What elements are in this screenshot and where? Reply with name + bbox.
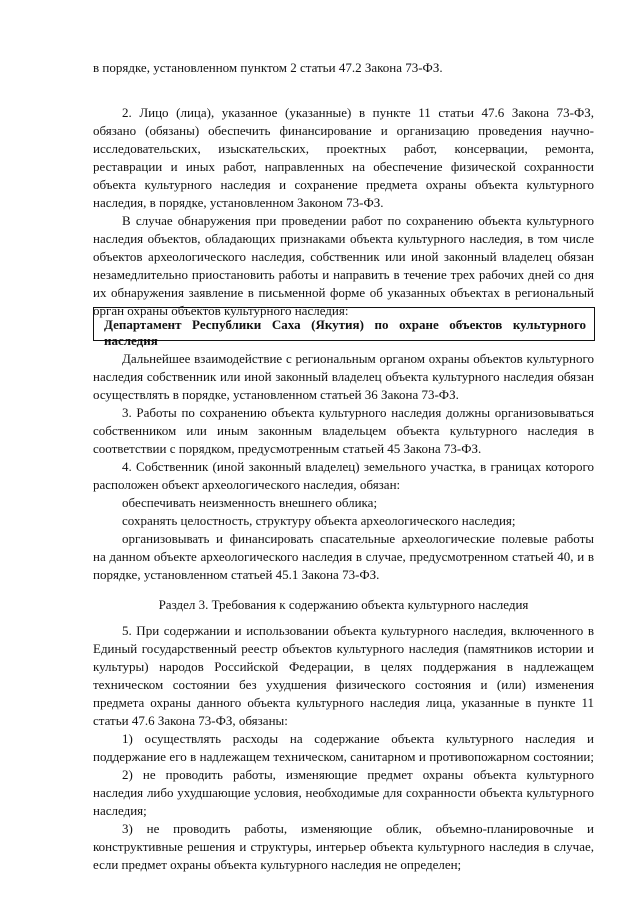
- paragraph-5-line: культуры) народов Российской Федерации, в целях поддержания в надлежащем: [93, 659, 594, 674]
- duty-1-line: поддержание его в надлежащем техническом, санитарном и противопожарном состоянии;: [93, 749, 594, 764]
- duty-3-line: конструктивные решения и структуры, интерьер объекта культурного наследия в случае,: [93, 839, 594, 854]
- authority-name: Департамент Республики Саха (Якутия) по охране объектов культурного наследия: [104, 317, 586, 348]
- paragraph-3-line: собственником или иным законным владельцем объекта культурного наследия в: [93, 423, 594, 438]
- paragraph-2-line: реставрации и иных работ, направленных на обеспечение физической сохранности: [93, 159, 594, 174]
- duty-3-line: 3) не проводить работы, изменяющие облик, объемно-планировочные и: [122, 821, 594, 836]
- paragraph-5-line: статьи 47.6 Закона 73-ФЗ, обязаны:: [93, 713, 288, 728]
- paragraph-5-line: 5. При содержании и использовании объекта культурного наследия, включенного в: [122, 623, 594, 638]
- paragraph-5-line: предмета охраны данного объекта культурного наследия лица, указанные в пункте 11: [93, 695, 594, 710]
- paragraph-interaction-line: наследия собственник или иной законный владелец объекта культурного наследия обязан: [93, 369, 594, 384]
- text-line: в порядке, установленном пунктом 2 статьи 47.2 Закона 73-ФЗ.: [93, 60, 443, 75]
- paragraph-2-line: обязано (обязаны) обеспечить финансирование и организацию проведения научно-: [93, 123, 594, 138]
- paragraph-discovery-line: наследия объектов, обладающих признаками объекта культурного наследия, в том числе: [93, 231, 594, 246]
- paragraph-discovery-line: незамедлительно приостановить работы и направить в течение трех рабочих дней со дня: [93, 267, 594, 282]
- paragraph-4-item: сохранять целостность, структуру объекта археологического наследия;: [122, 513, 516, 528]
- paragraph-3-line: соответствии с порядком, предусмотренным статьей 45 Закона 73-ФЗ.: [93, 441, 482, 456]
- section-heading: Раздел 3. Требования к содержанию объекта культурного наследия: [158, 597, 529, 612]
- paragraph-discovery-line: их обнаружения заявление в письменной форме об указанных объектах в региональный: [93, 285, 594, 300]
- paragraph-3-line: 3. Работы по сохранению объекта культурного наследия должны организовываться: [122, 405, 594, 420]
- paragraph-4-line: 4. Собственник (иной законный владелец) земельного участка, в границах которого: [122, 459, 594, 474]
- paragraph-discovery-line: объектов археологического наследия, собственник или иной законный владелец обязан: [93, 249, 594, 264]
- paragraph-4-item: обеспечивать неизменность внешнего облика;: [122, 495, 378, 510]
- paragraph-4-item: на данном объекте археологического наследия в случае, предусмотренном статьей 40, и в: [93, 549, 594, 564]
- paragraph-5-line: Единый государственный реестр объектов культурного наследия (памятников истории и: [93, 641, 594, 656]
- paragraph-4-item: организовывать и финансировать спасательные археологические полевые работы: [122, 531, 594, 546]
- paragraph-discovery-line: В случае обнаружения при проведении работ по сохранению объекта культурного: [122, 213, 594, 228]
- paragraph-2-line: наследия, в порядке, установленном Законом 73-ФЗ.: [93, 195, 384, 210]
- duty-2-line: наследия;: [93, 803, 147, 818]
- paragraph-4-line: расположен объект археологического наследия, обязан:: [93, 477, 401, 492]
- paragraph-2-line: объекта культурного наследия и сохранение предмета охраны объекта культурного: [93, 177, 594, 192]
- paragraph-discovery-line: орган охраны объектов культурного наследия:: [93, 303, 349, 318]
- paragraph-2-line: 2. Лицо (лица), указанное (указанные) в пункте 11 статьи 47.6 Закона 73-ФЗ,: [122, 105, 594, 120]
- duty-2-line: наследия либо ухудшающие условия, необходимые для сохранности объекта культурного: [93, 785, 594, 800]
- paragraph-interaction-line: Дальнейшее взаимодействие с региональным органом охраны объектов культурного: [122, 351, 594, 366]
- paragraph-5-line: техническом состоянии без ухудшения физического состояния и (или) изменения: [93, 677, 594, 692]
- duty-2-line: 2) не проводить работы, изменяющие предмет охраны объекта культурного: [122, 767, 594, 782]
- paragraph-2-line: исследовательских, изыскательских, проектных работ, консервации, ремонта,: [93, 141, 594, 156]
- duty-1-line: 1) осуществлять расходы на содержание объекта культурного наследия и: [122, 731, 594, 746]
- paragraph-4-item: порядке, установленном статьей 45.1 Закона 73-ФЗ.: [93, 567, 380, 582]
- paragraph-interaction-line: осуществлять в порядке, установленном статьей 36 Закона 73-ФЗ.: [93, 387, 459, 402]
- duty-3-line: если предмет охраны объекта культурного наследия не определен;: [93, 857, 462, 872]
